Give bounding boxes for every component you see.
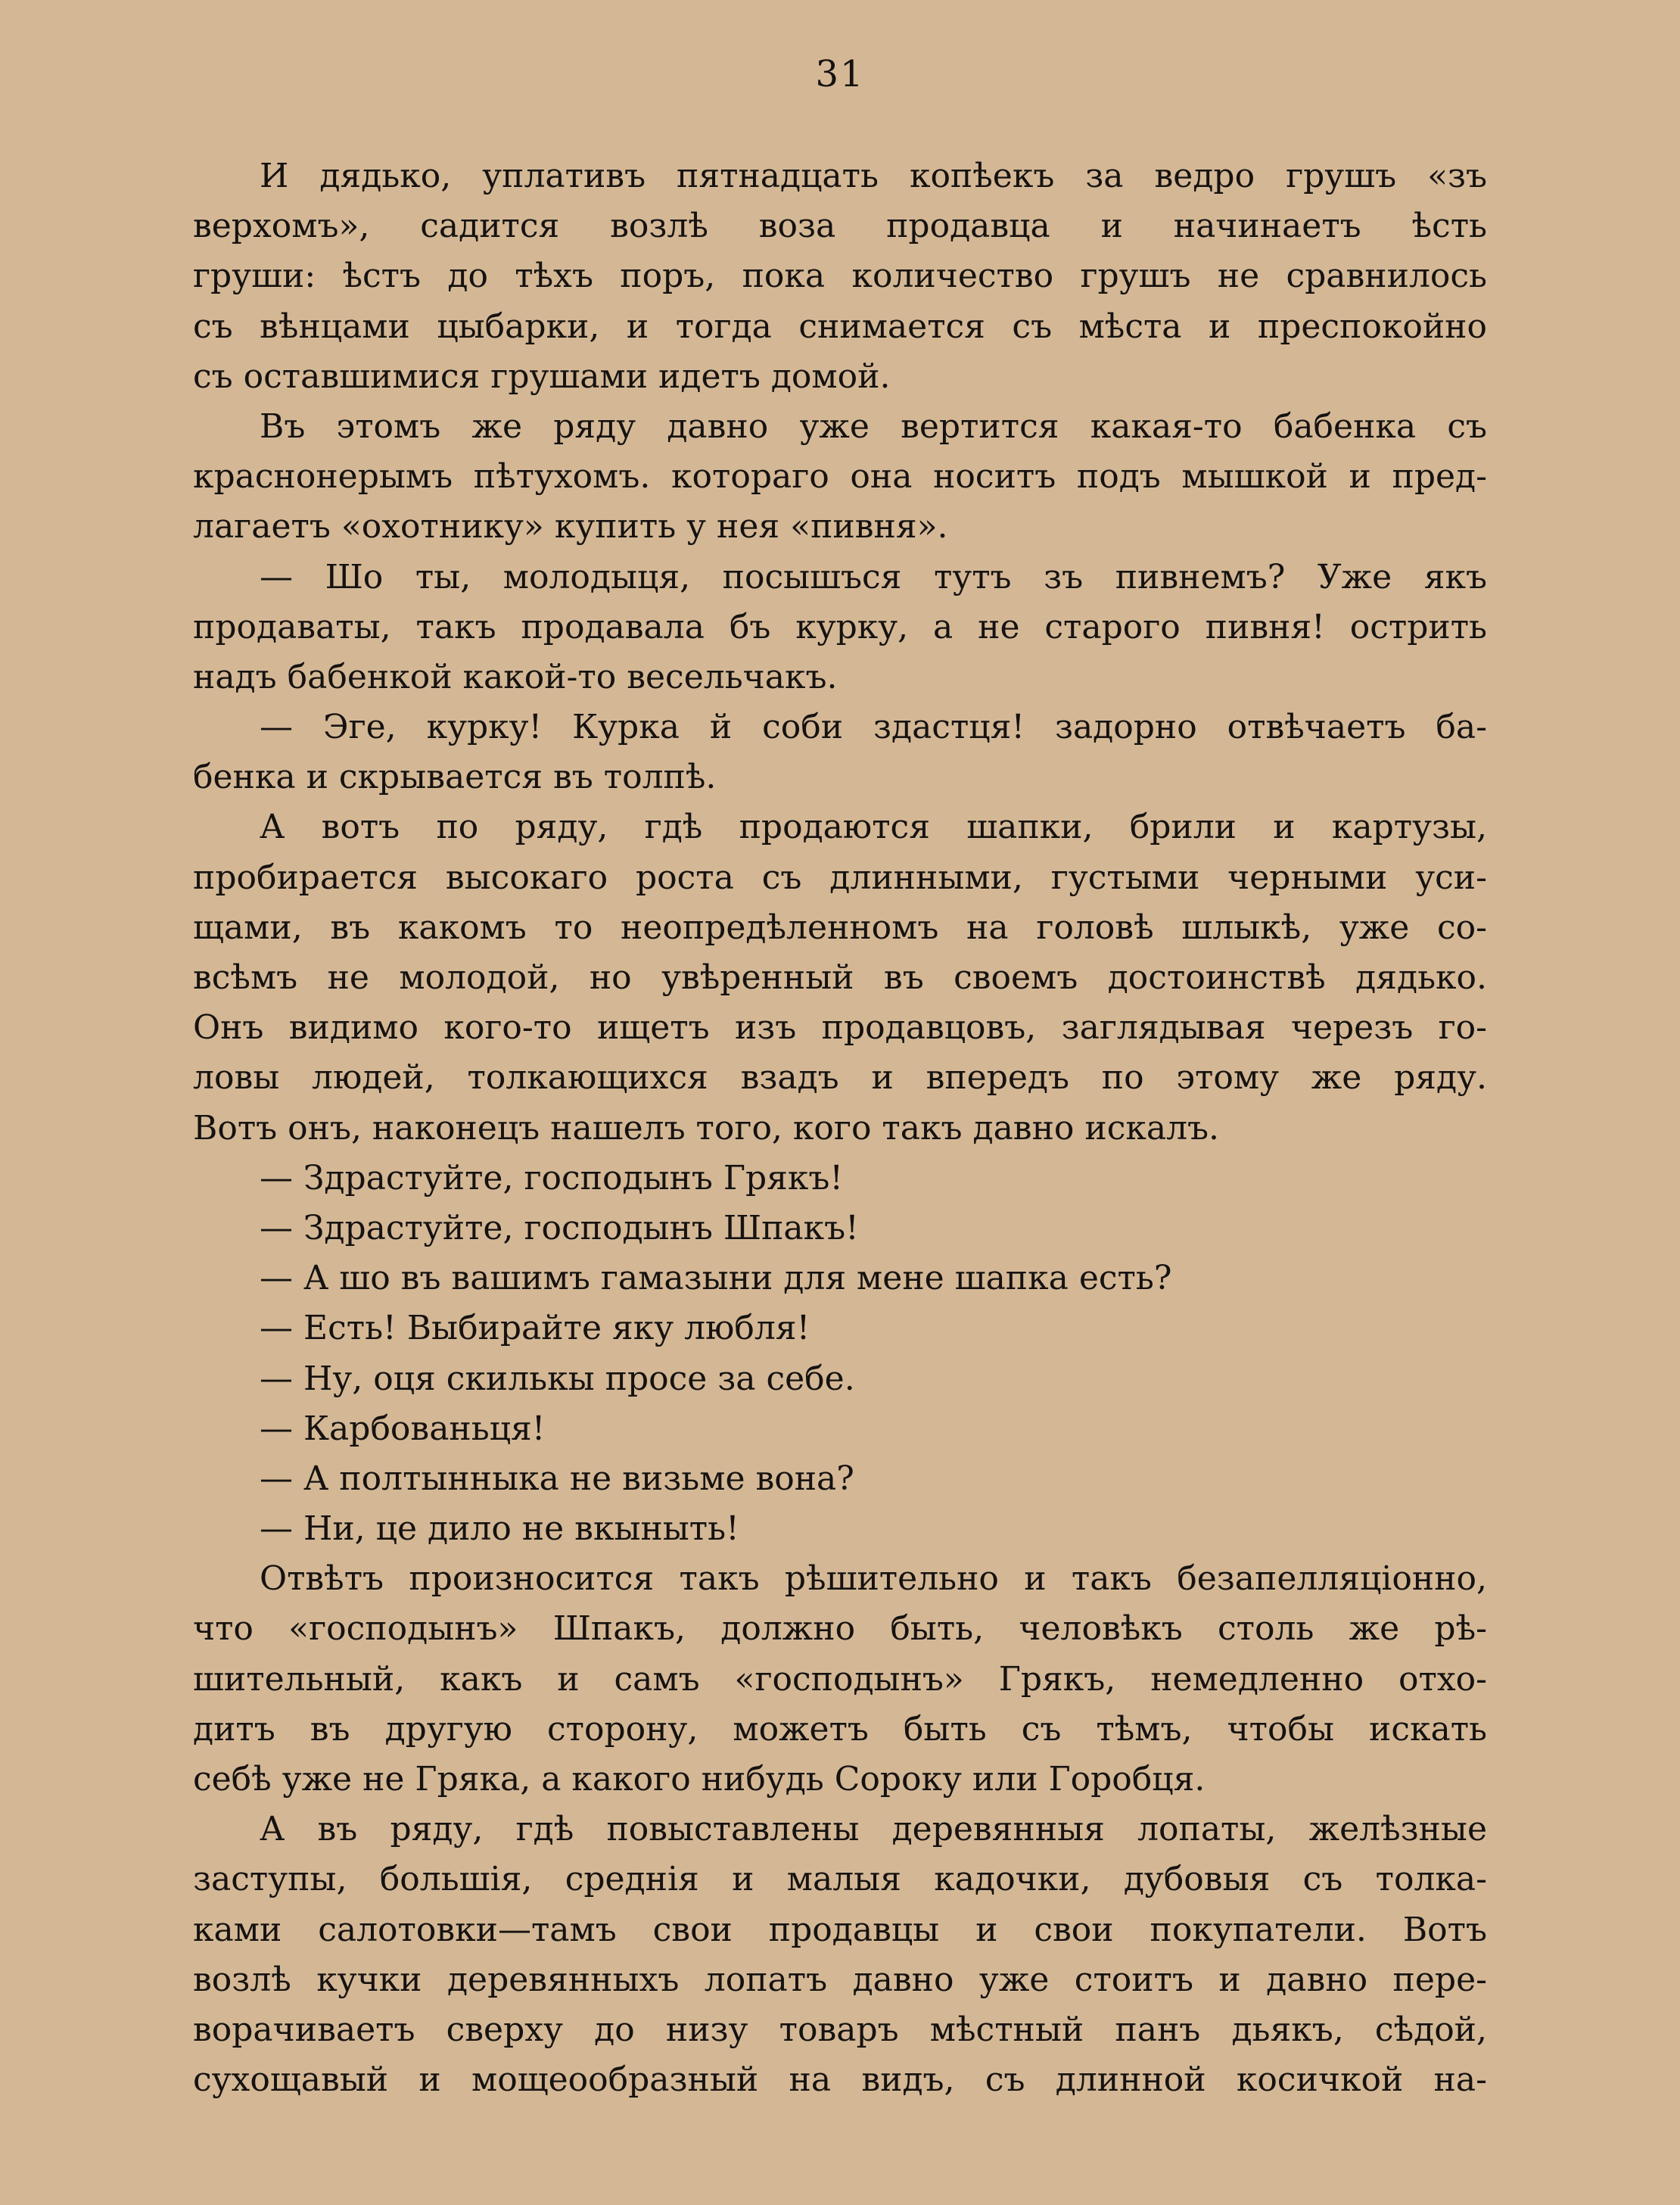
text-line: съ вѣнцами цыбарки, и тогда снимается съ мѣста и преспокойно xyxy=(193,307,1487,346)
text-line: заступы, большія, среднія и малыя кадочки, дубовыя съ толка- xyxy=(193,1860,1487,1899)
text-line: надъ бабенкой какой-то весельчакъ. xyxy=(193,657,838,696)
text-line: А въ ряду, гдѣ повыставлены деревянныя лопаты, желѣзные xyxy=(260,1810,1487,1849)
body-text xyxy=(193,151,1487,2105)
text-line: шительный, какъ и самъ «господынъ» Грякъ, немедленно отхо- xyxy=(193,1659,1487,1699)
text-line: — Шо ты, молодыця, посышъся тутъ зъ пивнемъ? Уже якъ xyxy=(260,557,1487,596)
text-line: Вотъ онъ, наконецъ нашелъ того, кого такъ давно искалъ. xyxy=(193,1108,1220,1148)
text-line: А вотъ по ряду, гдѣ продаются шапки, брили и картузы, xyxy=(260,808,1487,847)
text-line: краснонерымъ пѣтухомъ. котораго она носитъ подъ мышкой и пред- xyxy=(193,457,1487,497)
text-line: — Есть! Выбирайте яку любля! xyxy=(260,1309,810,1348)
text-line: что «господынъ» Шпакъ, должно быть, человѣкъ столь же рѣ- xyxy=(193,1609,1487,1649)
text-line: — Ну, оця скилькы просе за себе. xyxy=(260,1359,855,1398)
text-line: ками салотовки—тамъ свои продавцы и свои покупатели. Вотъ xyxy=(193,1910,1487,1949)
text-line: Онъ видимо кого-то ищетъ изъ продавцовъ, заглядывая черезъ го- xyxy=(193,1008,1487,1048)
text-line: — А шо въ вашимъ гамазыни для мене шапка есть? xyxy=(260,1259,1172,1298)
text-line: Въ этомъ же ряду давно уже вертится какая-то бабенка съ xyxy=(260,406,1487,446)
text-line: ворачиваетъ сверху до низу товаръ мѣстный панъ дьякъ, сѣдой, xyxy=(193,2010,1487,2049)
text-line: — А полтынныка не визьме вона? xyxy=(260,1459,854,1498)
text-line: пробирается высокаго роста съ длинными, густыми черными уси- xyxy=(193,858,1487,897)
text-line: всѣмъ не молодой, но увѣренный въ своемъ достоинствѣ дядько. xyxy=(193,958,1487,997)
text-line: — Карбованьця! xyxy=(260,1409,546,1448)
text-line: дитъ въ другую сторону, можетъ быть съ тѣмъ, чтобы искать xyxy=(193,1709,1487,1749)
text-line: съ оставшимися грушами идетъ домой. xyxy=(193,357,891,396)
text-line: бенка и скрывается въ толпѣ. xyxy=(193,758,717,797)
text-line: ловы людей, толкающихся взадъ и впередъ по этому же ряду. xyxy=(193,1058,1487,1098)
text-line: груши: ѣстъ до тѣхъ поръ, пока количество грушъ не сравнилось xyxy=(193,257,1487,296)
text-line: верхомъ», садится возлѣ воза продавца и начинаетъ ѣсть xyxy=(193,207,1487,246)
text-line: сухощавый и мощеообразный на видъ, съ длинной косичкой на- xyxy=(193,2060,1487,2100)
text-line: лагаетъ «охотнику» купить у нея «пивня». xyxy=(193,507,948,547)
text-line: — Эге, курку! Курка й соби здастця! задорно отвѣчаетъ ба- xyxy=(260,708,1487,747)
text-line: себѣ уже не Гряка, а какого нибудь Сороку или Горобця. xyxy=(193,1760,1206,1799)
text-line: — Здрастуйте, господынъ Грякъ! xyxy=(260,1158,844,1197)
text-line: продаваты, такъ продавала бъ курку, а не старого пивня! острить xyxy=(193,607,1487,646)
text-line: И дядько, уплативъ пятнадцать копѣекъ за ведро грушъ «зъ xyxy=(260,157,1487,195)
text-line: — Здрастуйте, господынъ Шпакъ! xyxy=(260,1208,859,1247)
text-line: возлѣ кучки деревянныхъ лопатъ давно уже стоитъ и давно пере- xyxy=(193,1960,1487,1999)
text-line: Отвѣтъ произносится такъ рѣшительно и такъ безапелляціонно, xyxy=(260,1559,1487,1599)
text-line: — Ни, це дило не вкыныть! xyxy=(260,1509,739,1549)
text-line: щами, въ какомъ то неопредѣленномъ на головѣ шлыкѣ, уже со- xyxy=(193,908,1487,947)
page-number: 31 xyxy=(815,53,865,95)
